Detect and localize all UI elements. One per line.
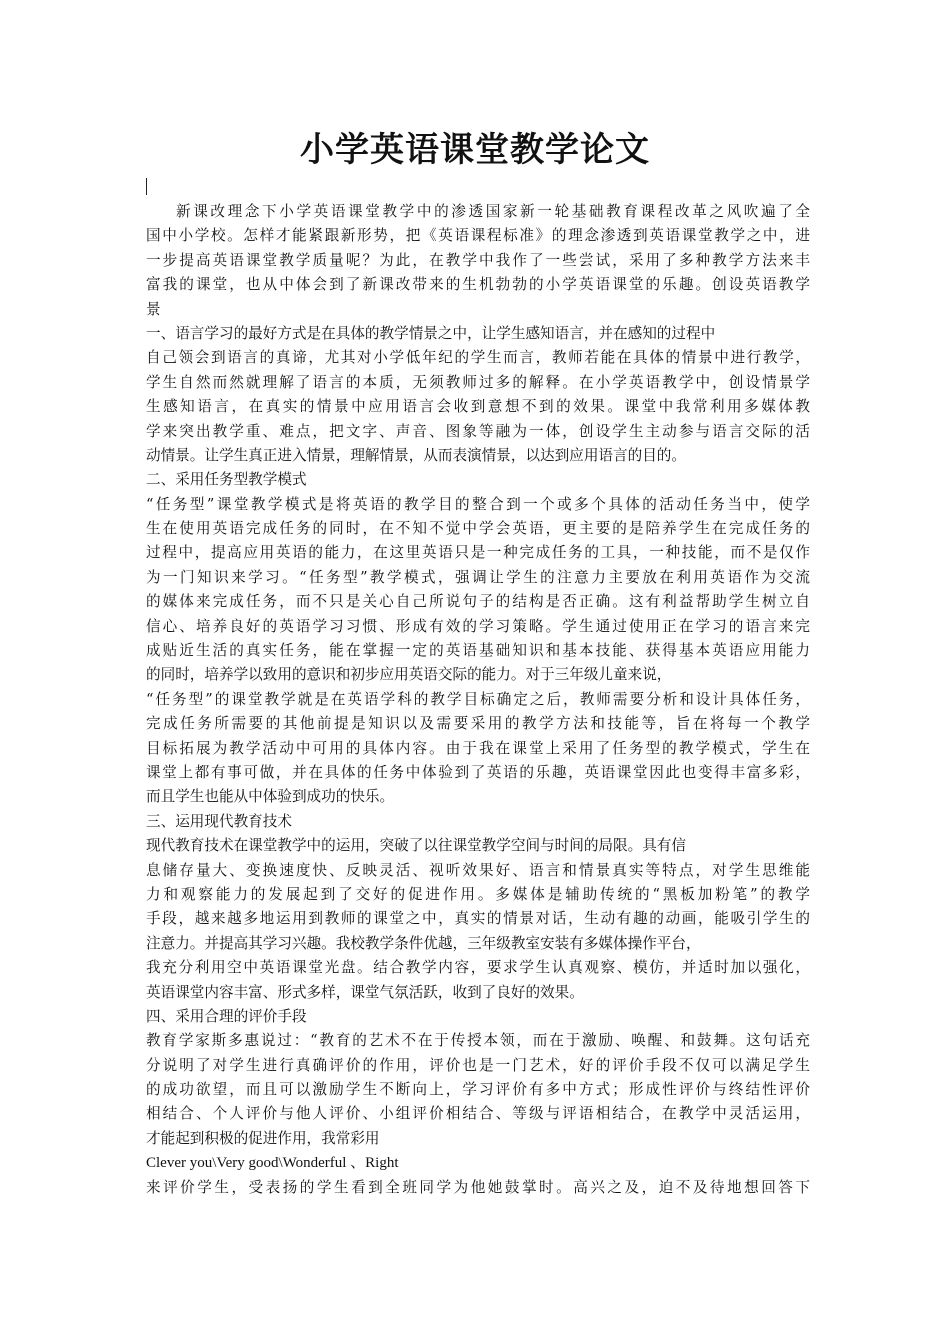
text-line: 分说明了对学生进行真确评价的作用，评价也是一门艺术，好的评价手段不仅可以满足学生 bbox=[146, 1056, 810, 1074]
text-cursor bbox=[146, 178, 147, 195]
text-line: 完成任务所需要的其他前提是知识以及需要采用的教学方法和技能等，旨在将每一个教学 bbox=[146, 715, 810, 733]
text-line: 我充分利用空中英语课堂光盘。结合教学内容，要求学生认真观察、模仿，并适时加以强化， bbox=[146, 959, 810, 977]
text-line: 为一门知识来学习。“任务型”教学模式，强调让学生的注意力主要放在利用英语作为交流 bbox=[146, 568, 810, 586]
text-line: 四、采用合理的评价手段 bbox=[146, 1007, 307, 1025]
text-line: 现代教育技术在课堂教学中的运用，突破了以往课堂教学空间与时间的局限。具有信 bbox=[146, 837, 686, 855]
page-title: 小学英语课堂教学论文 bbox=[300, 130, 650, 170]
text-line: 成贴近生活的真实任务，能在掌握一定的英语基础知识和基本技能、获得基本英语应用能力 bbox=[146, 642, 810, 660]
text-line: 国中小学校。怎样才能紧跟新形势，把《英语课程标准》的理念渗透到英语课堂教学之中，进 bbox=[146, 227, 810, 245]
text-line: 手段，越来越多地运用到教师的课堂之中，真实的情景对话，生动有趣的动画，能吸引学生的 bbox=[146, 910, 810, 928]
text-line: 注意力。并提高其学习兴趣。我校教学条件优越，三年级教室安装有多媒体操作平台， bbox=[146, 934, 701, 952]
text-line: “任务型”课堂教学模式是将英语的教学目的整合到一个或多个具体的活动任务当中，使学 bbox=[146, 495, 810, 513]
document-body bbox=[146, 200, 810, 1200]
text-line: 一步提高英语课堂教学质量呢？为此，在教学中我作了一些尝试，采用了多种教学方法来丰 bbox=[146, 251, 810, 269]
text-line: 生在使用英语完成任务的同时，在不知不觉中学会英语，更主要的是陪养学生在完成任务的 bbox=[146, 520, 810, 538]
text-line: Clever you\Very good\Wonderful 、Right bbox=[146, 1155, 399, 1172]
text-line: 的同时，培养学以致用的意识和初步应用英语交际的能力。对于三年级儿童来说， bbox=[146, 666, 672, 684]
text-line: 相结合、个人评价与他人评价、小组评价相结合、等级与评语相结合，在教学中灵活运用， bbox=[146, 1105, 810, 1123]
text-line: 过程中，提高应用英语的能力，在这里英语只是一种完成任务的工具，一种技能，而不是仅作 bbox=[146, 544, 810, 562]
text-line: 生感知语言，在真实的情景中应用语言会收到意想不到的效果。课堂中我常利用多媒体教 bbox=[146, 398, 810, 416]
text-line: 才能起到积极的促进作用，我常彩用 bbox=[146, 1129, 380, 1147]
text-line: 一、语言学习的最好方式是在具体的教学情景之中，让学生感知语言，并在感知的过程中 bbox=[146, 324, 716, 342]
text-line: 力和观察能力的发展起到了交好的促进作用。多媒体是辅助传统的“黑板加粉笔”的教学 bbox=[146, 885, 810, 903]
text-line: 息储存量大、变换速度快、反映灵活、视听效果好、语言和情景真实等特点，对学生思维能 bbox=[146, 861, 810, 879]
text-line: 来评价学生，受表扬的学生看到全班同学为他她鼓掌时。高兴之及，迫不及待地想回答下 bbox=[146, 1178, 810, 1196]
text-line: 动情景。让学生真正进入情景，理解情景，从而表演情景，以达到应用语言的目的。 bbox=[146, 446, 686, 464]
text-line: 富我的课堂，也从中体会到了新课改带来的生机勃勃的小学英语课堂的乐趣。创设英语教学 bbox=[146, 276, 810, 294]
text-line: 信心、培养良好的英语学习习惯、形成有效的学习策略。学生通过使用正在学习的语言来完 bbox=[146, 617, 810, 635]
text-line: “任务型”的课堂教学就是在英语学科的教学目标确定之后，教师需要分析和设计具体任务， bbox=[146, 690, 810, 708]
text-line: 的成功欲望，而且可以激励学生不断向上，学习评价有多中方式；形成性评价与终结性评价 bbox=[146, 1081, 810, 1099]
text-line: 景 bbox=[146, 300, 161, 318]
text-line: 自己领会到语言的真谛，尤其对小学低年纪的学生而言，教师若能在具体的情景中进行教学， bbox=[146, 349, 810, 367]
text-line: 课堂上都有事可做，并在具体的任务中体验到了英语的乐趣，英语课堂因此也变得丰富多彩， bbox=[146, 763, 810, 781]
text-line: 三、运用现代教育技术 bbox=[146, 812, 292, 830]
text-line: 而且学生也能从中体验到成功的快乐。 bbox=[146, 788, 395, 806]
text-line: 英语课堂内容丰富、形式多样，课堂气氛活跃，收到了良好的效果。 bbox=[146, 983, 584, 1001]
text-line: 目标拓展为教学活动中可用的具体内容。由于我在课堂上采用了任务型的教学模式，学生在 bbox=[146, 739, 810, 757]
text-line: 教育学家斯多惠说过：“教育的艺术不在于传授本领，而在于激励、唤醒、和鼓舞。这句话充 bbox=[146, 1032, 810, 1050]
text-line: 学来突出教学重、难点，把文字、声音、图象等融为一体，创设学生主动参与语言交际的活 bbox=[146, 422, 810, 440]
text-line: 的媒体来完成任务，而不只是关心自己所说句子的结构是否正确。这有利益帮助学生树立自 bbox=[146, 593, 810, 611]
text-line: 二、采用任务型教学模式 bbox=[146, 471, 307, 489]
text-line: 学生自然而然就理解了语言的本质，无须教师过多的解释。在小学英语教学中，创设情景学 bbox=[146, 373, 810, 391]
text-line: 新课改理念下小学英语课堂教学中的渗透国家新一轮基础教育课程改革之风吹遍了全 bbox=[176, 203, 810, 220]
